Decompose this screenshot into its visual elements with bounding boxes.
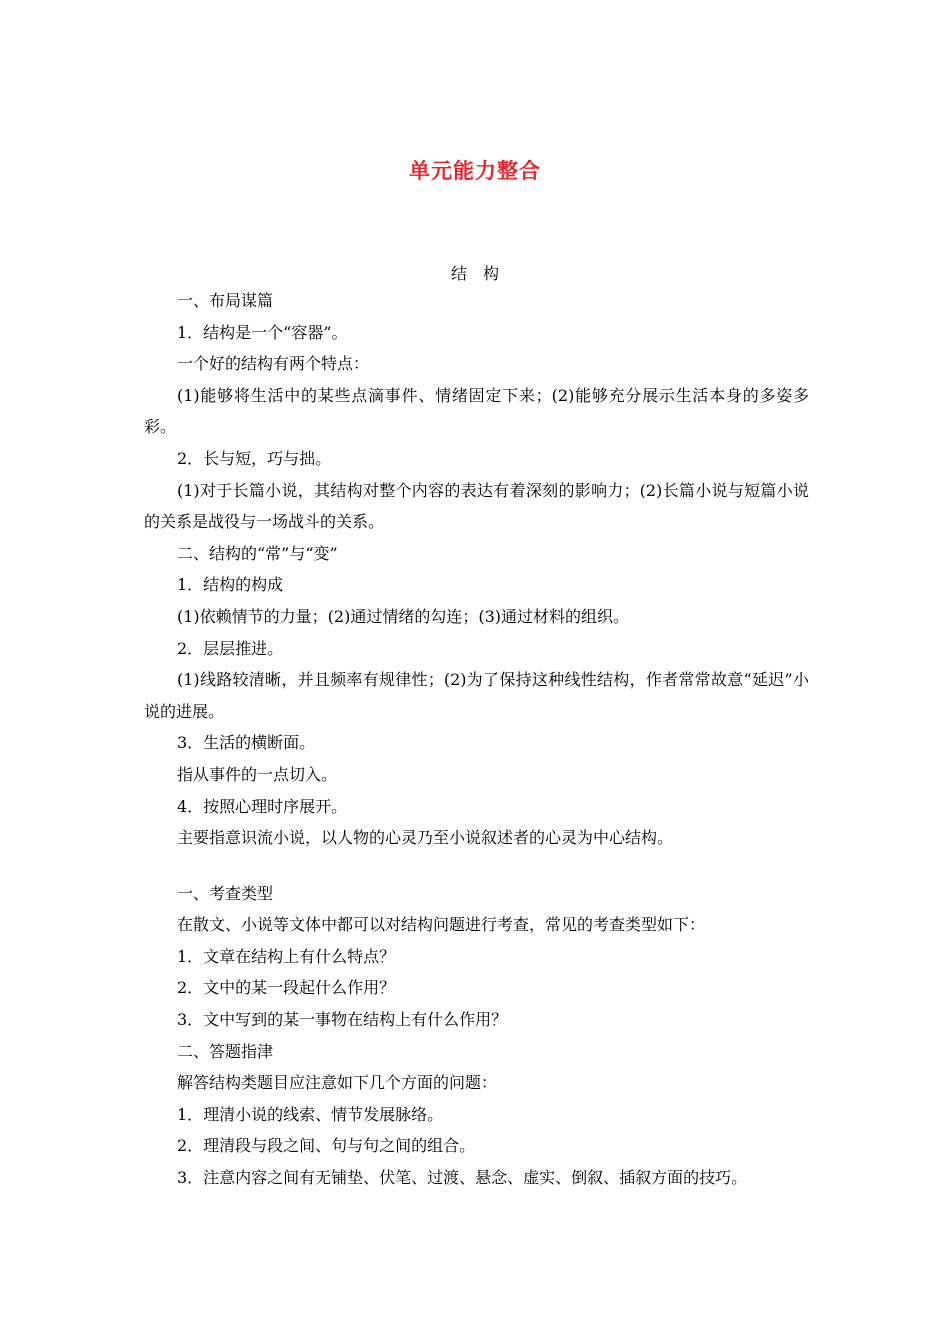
paragraph: 主要指意识流小说，以人物的心灵乃至小说叙述者的心灵为中心结构。 xyxy=(177,828,674,848)
paragraph: 1．结构是一个“容器”。 xyxy=(177,322,348,342)
section-heading: 结 构 xyxy=(450,264,499,283)
section-gap xyxy=(144,854,809,878)
paragraph: 解答结构类题目应注意如下几个方面的问题： xyxy=(177,1073,498,1093)
heading-structure-change: 二、结构的“常”与“变” xyxy=(177,543,338,563)
document-body xyxy=(144,285,809,1194)
page-title: 单元能力整合 xyxy=(409,159,541,183)
paragraph: 2．理清段与段之间、句与句之间的组合。 xyxy=(177,1136,476,1156)
paragraph: (1)对于长篇小说，其结构对整个内容的表达有着深刻的影响力；(2)长篇小说与短篇小说的关系是战役与一场战斗的关系。 xyxy=(144,480,809,532)
paragraph: 2．文中的某一段起什么作用？ xyxy=(177,978,396,998)
paragraph: 4．按照心理时序展开。 xyxy=(177,796,348,816)
paragraph: 3．注意内容之间有无铺垫、伏笔、过渡、悬念、虚实、倒叙、插叙方面的技巧。 xyxy=(177,1168,748,1188)
heading-layout-planning: 一、布局谋篇 xyxy=(177,291,274,310)
paragraph: 1．文章在结构上有什么特点？ xyxy=(177,946,396,966)
heading-question-types: 一、考查类型 xyxy=(177,883,274,903)
paragraph: (1)能够将生活中的某些点滴事件、情绪固定下来；(2)能够充分展示生活本身的多姿多彩。 xyxy=(144,385,809,437)
paragraph: 3．生活的横断面。 xyxy=(177,733,316,753)
paragraph: (1)线路较清晰，并且频率有规律性；(2)为了保持这种线性结构，作者常常故意“延迟”小说的进展。 xyxy=(144,670,809,721)
paragraph: 3．文中写到的某一事物在结构上有什么作用？ xyxy=(177,1010,508,1030)
heading-answer-guide: 二、答题指津 xyxy=(177,1041,274,1061)
paragraph: 一个好的结构有两个特点： xyxy=(177,354,370,374)
paragraph: 在散文、小说等文体中都可以对结构问题进行考查，常见的考查类型如下： xyxy=(177,915,706,935)
paragraph: 2．长与短，巧与拙。 xyxy=(177,448,332,468)
paragraph: 2．层层推进。 xyxy=(177,638,284,658)
paragraph: 1．结构的构成 xyxy=(177,575,284,595)
paragraph: (1)依赖情节的力量；(2)通过情绪的勾连；(3)通过材料的组织。 xyxy=(177,606,629,626)
paragraph: 1．理清小说的线索、情节发展脉络。 xyxy=(177,1104,444,1124)
paragraph: 指从事件的一点切入。 xyxy=(177,764,338,784)
